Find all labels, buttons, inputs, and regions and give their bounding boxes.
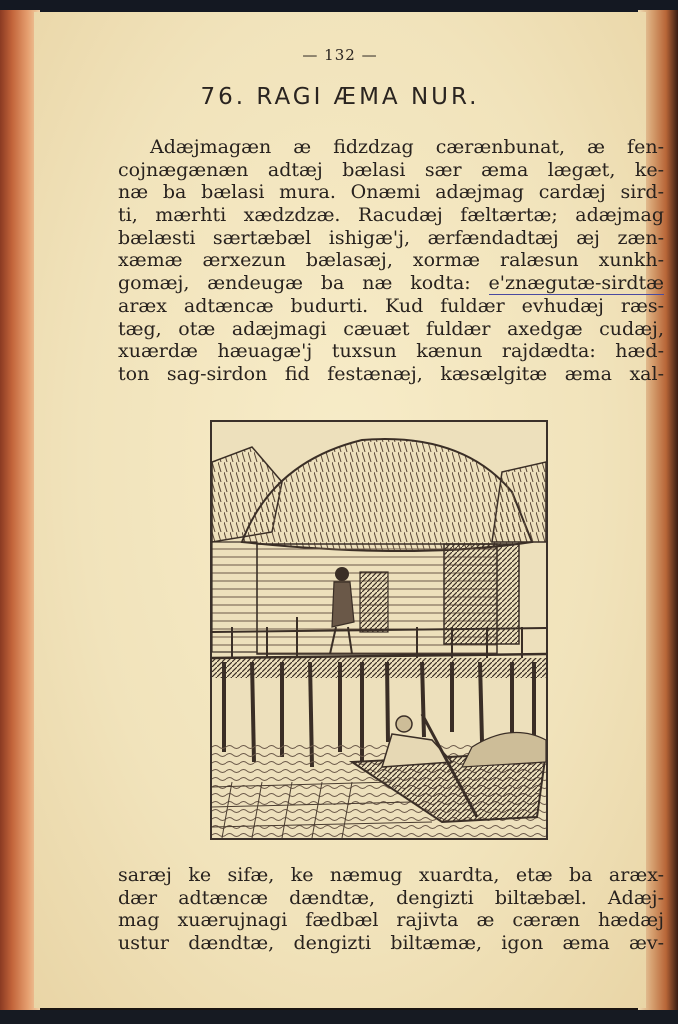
text-line: ustur dændtæ, dengizti biltæmæ, igon æma æv- [118, 932, 664, 955]
book-page [34, 12, 664, 1008]
illustration-pile-dwelling [210, 420, 548, 840]
text-line: dær adtæncæ dændtæ, dengizti biltæbæl. Adæj- [118, 886, 664, 909]
text-line: cojnægænæn adtæj bælasi sær æma lægæt, ke- [118, 158, 664, 181]
text-line: mag xuærujnagi fædbæl rajivta æ cæræn hædæj [118, 909, 664, 932]
text-line: tæg, otæ adæjmagi cæuæt fuldær axedgæ cudæj, [118, 317, 664, 340]
body-text-top [118, 136, 664, 386]
body-text-bottom [118, 864, 664, 955]
text-line-underlined: gomæj, ændeugæ ba næ kodta: e'znægutæ-sirdtæ [118, 272, 664, 295]
underlined-phrase: e'znægutæ-sirdtæ [488, 272, 664, 295]
text-line: bælæsti særtæbæl ishigæ'j, ærfændadtæj æj zæn- [118, 226, 664, 249]
text-line: aræx adtæncæ budurti. Kud fuldær evhudæj ræs- [118, 294, 664, 317]
text-line: ton sag-sirdon fid festænæj, kæsælgitæ æma xal- [118, 362, 664, 385]
book-bottom-edge [0, 1010, 678, 1024]
chapter-title: 76. RAGI ÆMA NUR. [200, 84, 480, 110]
pile-dwelling-drawing [212, 422, 546, 838]
text-line: xuærdæ hæuagæ'j tuxsun kænun rajdædta: hæd- [118, 340, 664, 363]
text-line: ti, mærhti xædzdzæ. Racudæj fæltærtæ; adæjmag [118, 204, 664, 227]
text-line: Adæjmagæn æ fidzdzag cærænbunat, æ fen- [150, 136, 664, 158]
text-line: saræj ke sifæ, ke næmug xuardta, etæ ba aræx- [118, 864, 664, 886]
text-line: næ ba bælasi mura. Onæmi adæjmag cardæj sird- [118, 181, 664, 204]
text-line: xæmæ ærxezun bælasæj, xormæ ralæsun xunkh- [118, 249, 664, 272]
page-number: — 132 — [302, 46, 378, 64]
